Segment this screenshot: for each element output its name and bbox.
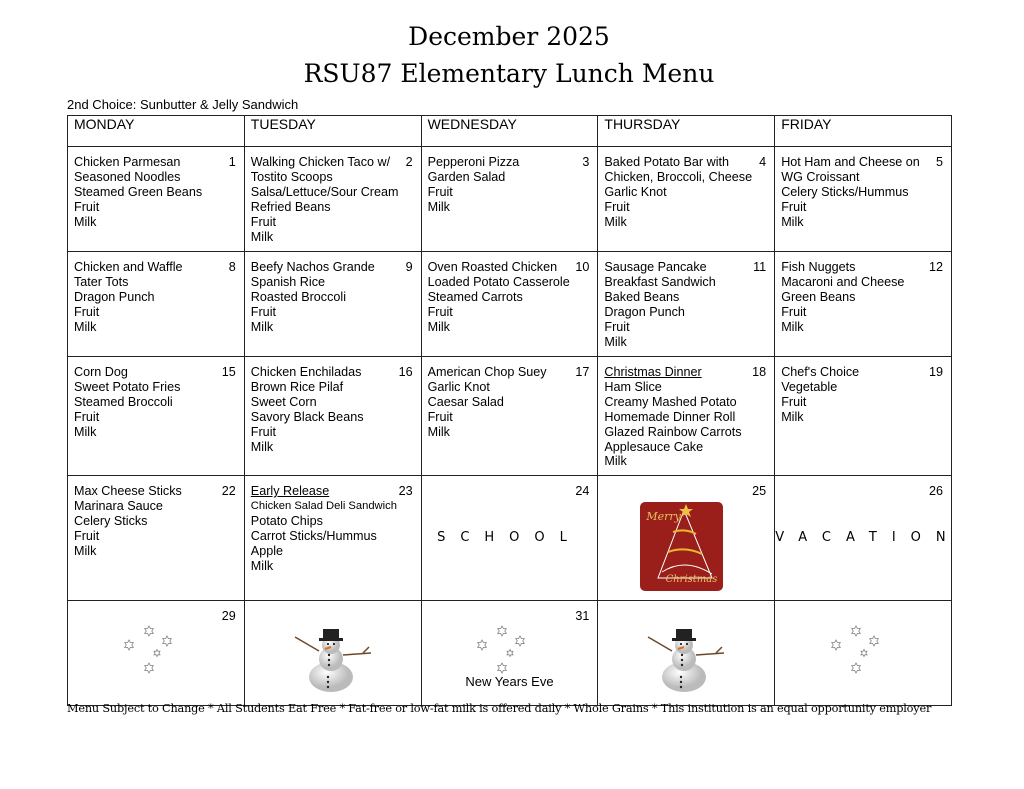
menu-item: Fruit (74, 409, 100, 424)
day-number: 31 (575, 609, 590, 623)
menu-item: Vegetable (781, 379, 838, 394)
day-number: 29 (221, 609, 236, 623)
menu-item: Steamed Broccoli (74, 394, 173, 409)
day-cell-content (598, 252, 774, 356)
menu-item: Fruit (250, 304, 276, 319)
week-row (68, 601, 952, 706)
menu-item: Milk (604, 454, 627, 469)
menu-item: Marinara Sauce (74, 498, 163, 513)
menu-item: Baked Beans (604, 289, 680, 304)
menu-item: Roasted Broccoli (250, 289, 346, 304)
day-number: 1 (228, 155, 236, 169)
week-row (68, 252, 952, 357)
menu-item: WG Croissant (781, 169, 860, 184)
weekday-tuesday: TUESDAY (244, 116, 421, 147)
day-cell-content (422, 357, 598, 475)
day-cell (68, 252, 245, 357)
day-number: 24 (575, 484, 590, 498)
snowman-icon (598, 629, 774, 697)
menu-item: Fruit (74, 304, 100, 319)
menu-item: Milk (781, 409, 804, 424)
day-cell (598, 357, 775, 476)
day-cell-content (422, 252, 598, 356)
christmas-text: Christmas (665, 574, 718, 586)
day-cell (775, 357, 952, 476)
day-cell-content (68, 357, 244, 475)
menu-item: Hot Ham and Cheese on (781, 155, 920, 169)
menu-item: Chicken and Waffle (74, 260, 183, 274)
merry-text: Merry (646, 510, 681, 523)
day-cell (598, 601, 775, 706)
menu-item: Glazed Rainbow Carrots (604, 424, 742, 439)
menu-item: Sweet Corn (250, 394, 317, 409)
day-cell-content (775, 357, 951, 475)
menu-item: Chicken Salad Deli Sandwich (250, 499, 397, 512)
menu-item: Walking Chicken Taco w/ (250, 155, 391, 169)
day-cell-content (598, 476, 774, 600)
menu-item: Caesar Salad (427, 394, 504, 409)
menu-item: Celery Sticks (74, 513, 148, 528)
menu-item: Max Cheese Sticks (74, 484, 182, 498)
day-cell (68, 147, 245, 252)
day-cell (244, 357, 421, 476)
day-number: 10 (575, 260, 590, 274)
day-cell (244, 601, 421, 706)
menu-item: Fruit (427, 409, 453, 424)
menu-item: Fruit (250, 424, 276, 439)
menu-item: Breakfast Sandwich (604, 274, 716, 289)
day-cell-content (245, 476, 421, 600)
menu-item: Milk (250, 229, 274, 244)
weekday-wednesday: WEDNESDAY (421, 116, 598, 147)
menu-item: Applesauce Cake (604, 439, 704, 454)
menu-item: Fruit (74, 528, 100, 543)
menu-item: Milk (74, 214, 97, 229)
day-cell (68, 601, 245, 706)
day-number: 26 (928, 484, 943, 498)
menu-item: Chef's Choice (781, 365, 860, 379)
menu-item: Dragon Punch (74, 289, 155, 304)
day-number: 16 (398, 365, 413, 379)
menu-item: Macaroni and Cheese (781, 274, 905, 289)
day-cell (775, 252, 952, 357)
menu-item: Milk (250, 319, 274, 334)
menu-item: Milk (781, 214, 804, 229)
menu-item: Baked Potato Bar with (604, 155, 729, 169)
menu-item: Carrot Sticks/Hummus (250, 528, 377, 543)
day-cell-content (68, 476, 244, 600)
menu-item: Celery Sticks/Hummus (781, 184, 909, 199)
page-title-menu: RSU87 Elementary Lunch Menu (303, 59, 715, 88)
weekday-monday: MONDAY (68, 116, 245, 147)
week-row (68, 147, 952, 252)
menu-item: Brown Rice Pilaf (250, 379, 344, 394)
menu-item: Apple (250, 543, 284, 558)
menu-item: Milk (427, 424, 450, 439)
day-cell-content (775, 476, 961, 600)
day-cell (421, 147, 598, 252)
menu-item: Fruit (781, 394, 807, 409)
menu-item: Homemade Dinner Roll (604, 409, 736, 424)
menu-item: Fruit (427, 184, 453, 199)
day-cell-content (775, 601, 951, 705)
day-cell (598, 476, 775, 601)
menu-item: Dragon Punch (604, 304, 685, 319)
menu-item: Refried Beans (250, 199, 331, 214)
day-cell (775, 147, 952, 252)
menu-item: Corn Dog (74, 365, 128, 379)
day-cell (244, 252, 421, 357)
day-cell (244, 476, 421, 601)
day-number: 17 (575, 365, 590, 379)
day-cell-content (422, 601, 598, 705)
lunch-menu-calendar (67, 115, 961, 706)
day-cell (68, 476, 245, 601)
menu-item: Chicken Parmesan (74, 155, 181, 169)
day-number: 5 (935, 155, 943, 169)
day-cell-content (598, 601, 774, 705)
menu-item: Sausage Pancake (604, 260, 707, 274)
day-heading: Christmas Dinner (604, 365, 702, 379)
day-cell (775, 601, 952, 706)
second-choice-note: 2nd Choice: Sunbutter & Jelly Sandwich (67, 97, 299, 112)
menu-item: Milk (74, 319, 97, 334)
menu-item: Fruit (427, 304, 453, 319)
day-cell-content (422, 476, 598, 600)
week-row (68, 476, 952, 601)
day-cell (598, 147, 775, 252)
snowman-icon (245, 629, 421, 697)
weekday-friday: FRIDAY (775, 116, 952, 147)
menu-item: Fruit (781, 199, 807, 214)
weekday-header-row (68, 116, 952, 147)
day-cell-content (68, 252, 244, 356)
page-title-month: December 2025 (408, 22, 610, 51)
weekday-thursday: THURSDAY (598, 116, 775, 147)
day-number: 15 (221, 365, 236, 379)
caption: New Years Eve (465, 674, 554, 689)
menu-item: Fruit (250, 214, 276, 229)
day-cell-content (598, 147, 774, 251)
day-number: 11 (753, 260, 767, 274)
day-cell-content (245, 357, 421, 475)
day-number: 12 (928, 260, 943, 274)
menu-item: Beefy Nachos Grande (250, 260, 375, 274)
stars-icon (775, 623, 951, 687)
menu-item: Fruit (781, 304, 807, 319)
day-cell-content (245, 147, 421, 251)
menu-item: Chicken, Broccoli, Cheese (604, 169, 753, 184)
day-number: 3 (582, 155, 590, 169)
day-cell (775, 476, 961, 601)
day-cell-content (775, 147, 951, 251)
menu-item: Spanish Rice (250, 274, 326, 289)
day-cell-content (245, 601, 421, 705)
day-cell-content (68, 147, 244, 251)
menu-item: Steamed Green Beans (74, 184, 203, 199)
menu-item: Salsa/Lettuce/Sour Cream (250, 184, 399, 199)
day-number: 2 (405, 155, 413, 169)
day-number: 9 (405, 260, 413, 274)
day-number: 4 (759, 155, 767, 169)
menu-item: Oven Roasted Chicken (427, 260, 558, 274)
day-heading: Early Release (250, 484, 330, 498)
menu-item: Green Beans (781, 289, 856, 304)
menu-item: Garlic Knot (604, 184, 667, 199)
menu-item: Fruit (74, 199, 100, 214)
menu-item: Tater Tots (74, 274, 129, 289)
christmas-tree-icon (640, 502, 723, 591)
day-number: 23 (398, 484, 413, 498)
day-cell-content (68, 601, 244, 705)
menu-item: Creamy Mashed Potato (604, 394, 737, 409)
day-cell (421, 357, 598, 476)
day-cell-content (245, 252, 421, 356)
day-cell (421, 252, 598, 357)
menu-item: Garden Salad (427, 169, 506, 184)
day-cell (68, 357, 245, 476)
closure-text: VACATION (775, 530, 961, 545)
menu-item: American Chop Suey (427, 365, 547, 379)
day-cell (598, 252, 775, 357)
day-number: 19 (928, 365, 943, 379)
day-cell (421, 476, 598, 601)
day-cell-content (775, 252, 951, 356)
menu-item: Milk (427, 319, 450, 334)
day-number: 18 (752, 365, 767, 379)
menu-item: Chicken Enchiladas (250, 365, 362, 379)
footer-note: Menu Subject to Change * All Students Eat Free * Fat-free or low-fat milk is offered daily * Whole Grains * This institution is an equal opportunity employer (67, 702, 932, 715)
menu-item: Milk (250, 439, 274, 454)
menu-item: Fish Nuggets (781, 260, 856, 274)
day-cell (421, 601, 598, 706)
day-number: 22 (221, 484, 236, 498)
week-row (68, 357, 952, 476)
stars-icon (68, 623, 244, 687)
menu-item: Fruit (604, 199, 630, 214)
day-number: 25 (752, 484, 767, 498)
menu-item: Milk (74, 543, 97, 558)
menu-item: Ham Slice (604, 379, 662, 394)
menu-item: Milk (604, 334, 627, 349)
menu-item: Garlic Knot (427, 379, 490, 394)
menu-item: Milk (427, 199, 450, 214)
menu-item: Milk (250, 558, 274, 573)
menu-item: Seasoned Noodles (74, 169, 181, 184)
menu-item: Savory Black Beans (250, 409, 364, 424)
day-number: 8 (228, 260, 236, 274)
menu-item: Milk (781, 319, 804, 334)
menu-item: Milk (74, 424, 97, 439)
menu-item: Loaded Potato Casserole (427, 274, 570, 289)
menu-item: Potato Chips (250, 513, 323, 528)
day-cell (244, 147, 421, 252)
menu-item: Milk (604, 214, 627, 229)
closure-text: SCHOOL (437, 530, 582, 545)
menu-item: Sweet Potato Fries (74, 379, 181, 394)
menu-item: Steamed Carrots (427, 289, 523, 304)
menu-item: Tostito Scoops (250, 169, 333, 184)
day-cell-content (422, 147, 598, 251)
day-cell-content (598, 357, 774, 475)
menu-item: Pepperoni Pizza (427, 155, 520, 169)
menu-item: Fruit (604, 319, 630, 334)
